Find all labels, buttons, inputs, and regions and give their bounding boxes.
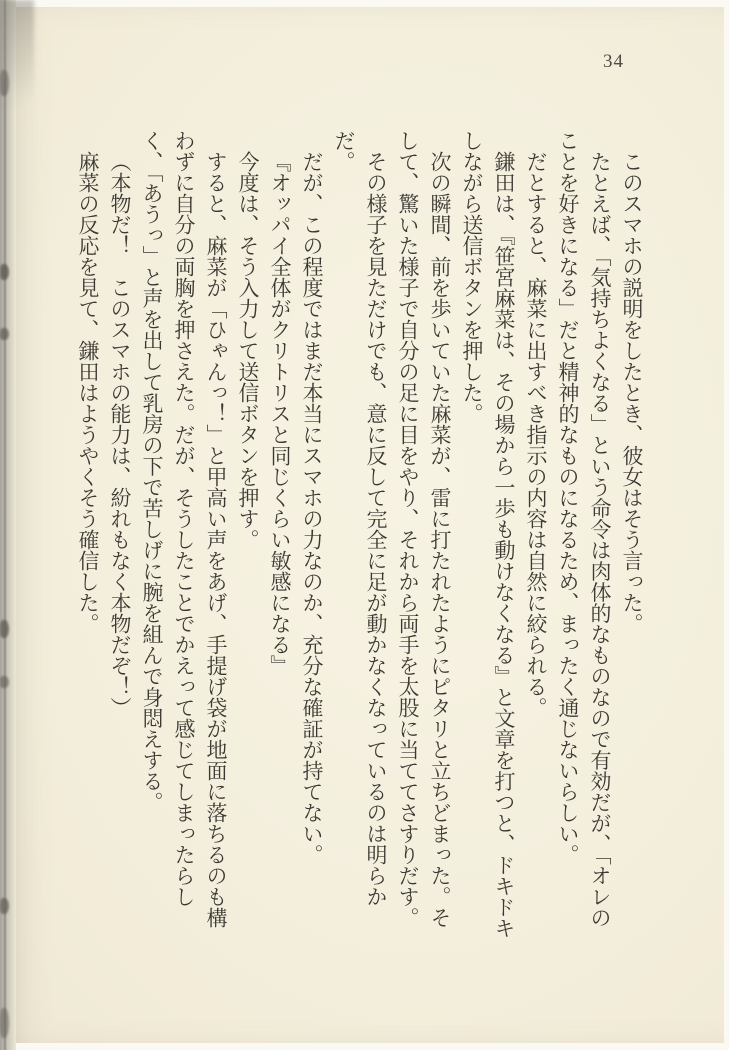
binding-shadow-mark (0, 264, 9, 280)
page-surface (0, 7, 724, 1043)
paragraph: 鎌田は、『笹宮麻菜は、その場から一歩も動けなくなる』と文章を打つと、ドキドキしながら送信ボタンを押した。 (460, 130, 516, 939)
paragraph: （本物だ！ このスマホの能力は、紛れもなく本物だぞ！） (108, 151, 132, 718)
paragraph: このスマホの説明をしたとき、彼女はそう言った。 (620, 151, 644, 634)
paragraph: だとすると、麻菜に出すべき指示の内容は自然に絞られる。 (524, 151, 548, 718)
book-binding-edge (0, 0, 16, 1050)
paragraph: 今度は、そう入力して送信ボタンを押す。 (236, 151, 260, 550)
paragraph: だが、この程度ではまだ本当にスマホの力なのか、充分な確証が持てない。 (300, 151, 324, 865)
binding-shadow-mark (0, 1008, 9, 1038)
binding-shadow-mark (0, 676, 9, 688)
binding-shadow-mark (0, 898, 9, 914)
paragraph: 次の瞬間、前を歩いていた麻菜が、雷に打たれたようにピタリと立ちどまった。そして、驚いた様子で自分の足に目をやり、それから両手を太股に当ててさすりだす。 (396, 130, 452, 928)
scan-corner-smudge (0, 0, 34, 150)
page-number: 34 (603, 51, 624, 72)
page-text (72, 130, 648, 948)
binding-shadow-mark (0, 328, 9, 340)
paragraph: その様子を見ただけでも、意に反して完全に足が動かなくなっているのは明らかだ。 (332, 130, 388, 907)
binding-shadow-mark (0, 620, 9, 638)
paragraph: すると、麻菜が「ひゃんっ！」と甲高い声をあげ、手提げ袋が地面に落ちるのも構わずに自分の両胸を押さえた。だが、そうしたことでかえって感じてしまったらしく、「あうっ」と声を出して乳房の下で苦しげに腕を組んで身悶えする。 (140, 130, 228, 928)
binding-edge-line (4, 0, 6, 1050)
paragraph: たとえば、「気持ちよくなる」という命令は肉体的なものなので有効だが、「オレのことを好きになる」だと精神的なものになるため、まったく通じないらしい。 (556, 130, 612, 928)
paragraph: 麻菜の反応を見て、鎌田はようやくそう確信した。 (76, 151, 100, 634)
paragraph: 『オッパイ全体がクリトリスと同じくらい敏感になる』 (268, 151, 292, 676)
